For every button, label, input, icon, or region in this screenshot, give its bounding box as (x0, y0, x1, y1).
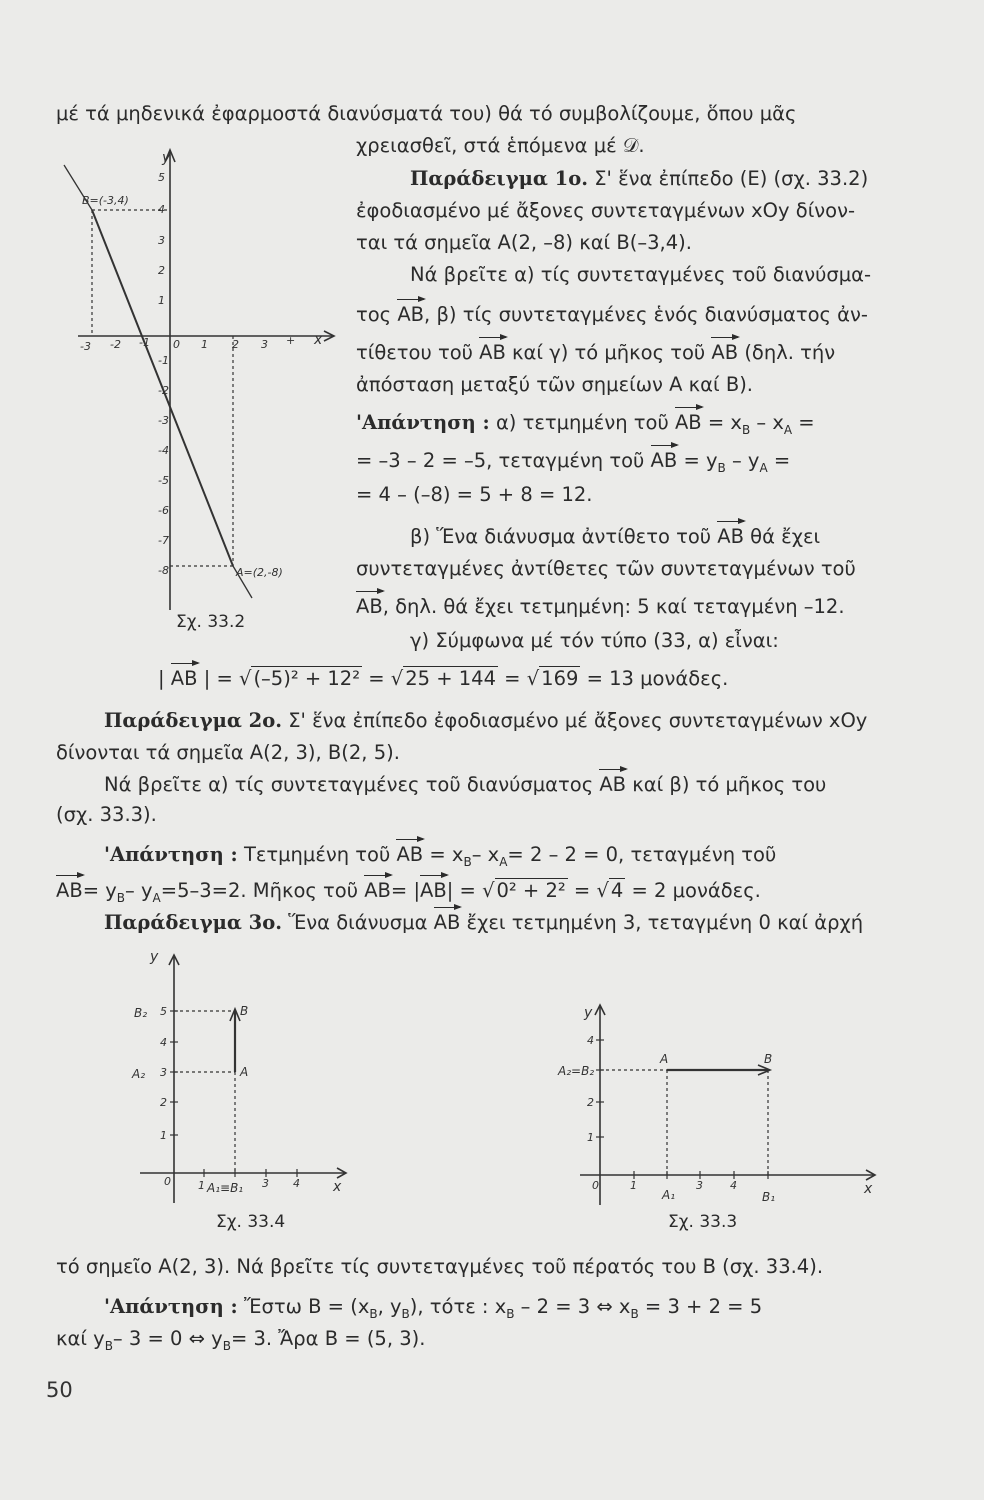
text: καί β) τό μῆκος του (632, 773, 827, 796)
text: θά ἔχει (750, 525, 821, 548)
y-tick-label: -4 (158, 444, 169, 457)
subscript: Β (630, 1306, 639, 1321)
y-tick-label: 5 (158, 171, 165, 184)
vector-ab: ΑΒ (433, 911, 461, 934)
x-tick-label: 0 (164, 1175, 171, 1188)
example-1-line-10: = 4 – (–8) = 5 + 8 = 12. (356, 483, 593, 506)
x-tick-label: 3 (261, 338, 268, 351)
text: Νά βρεῖτε α) τίς συντεταγμένες τοῦ διανύσματος (104, 773, 594, 796)
x-tick-label: 3 (262, 1177, 269, 1190)
label-a: A (660, 1052, 669, 1066)
example-1-line-7: ἀπόσταση μεταξύ τῶν σημείων Α καί Β). (356, 373, 753, 396)
radicand: 4 (610, 879, 624, 902)
text: – 2 = 3 ⇔ x (514, 1295, 631, 1318)
text: ), τότε : x (409, 1295, 507, 1318)
x-tick-label: 0 (592, 1179, 599, 1192)
text: | (158, 667, 171, 690)
text: = 3 + 2 = 5 (638, 1295, 763, 1318)
figure-33-4 (130, 945, 360, 1215)
axis-y-label: y (162, 150, 171, 166)
example-2-line-4: (σχ. 33.3). (56, 803, 157, 826)
label-a: A (240, 1065, 249, 1079)
radicand: 0² + 2² (496, 879, 566, 902)
x-tick-label: 1 (630, 1179, 637, 1192)
example-3-line-2: τό σημεῖο Α(2, 3). Νά βρεῖτε τίς συντεταγμένες τοῦ πέρατός του Β (σχ. 33.4). (56, 1255, 824, 1278)
y-tick-label: -8 (158, 564, 169, 577)
answer-label: 'Απάντηση : (104, 843, 238, 866)
label-a1: A₁ (662, 1188, 676, 1202)
x-tick-label: 1 (198, 1179, 205, 1192)
vector-ab: ΑΒ (356, 595, 383, 618)
text: = x (429, 843, 464, 866)
example-1-line-4: Νά βρεῖτε α) τίς συντεταγμένες τοῦ διανύσμα- (410, 263, 872, 286)
y-tick-label: -1 (158, 354, 169, 367)
vector-ab: ΑΒ (420, 879, 447, 902)
y-tick-label: 3 (160, 1066, 167, 1079)
intro-line-2: χρειασθεῖ, στά ἑπόμενα μέ 𝒟. (356, 134, 645, 157)
x-tick-label: 4 (293, 1177, 300, 1190)
vector-ab: ΑΒ (599, 773, 627, 796)
text: = y (683, 449, 718, 472)
example-1-line-5 (356, 302, 868, 328)
text: – y (125, 879, 153, 902)
y-tick-label: 4 (160, 1036, 167, 1049)
example-1-line-13 (356, 594, 845, 620)
text: – 3 = 0 ⇔ y (112, 1327, 223, 1350)
vector-ab: ΑΒ (364, 879, 391, 902)
subscript: Α (783, 422, 793, 437)
text: = (497, 667, 527, 690)
subscript: Β (463, 854, 472, 869)
example-1-heading-line (410, 166, 868, 192)
example-3-heading-line (104, 910, 863, 936)
y-tick-label: 2 (160, 1096, 167, 1109)
y-tick-label: -7 (158, 534, 169, 547)
example-2-answer-line (104, 842, 776, 875)
y-tick-label: -6 (158, 504, 169, 517)
vector-ab: ΑΒ (711, 341, 739, 364)
text: = 2 μονάδες. (625, 879, 761, 902)
text: ἔχει τετμημένη 3, τεταγμένη 0 καί ἀρχή (466, 911, 864, 934)
page-number: 50 (46, 1378, 73, 1402)
text: Ἔστω Β = (x (243, 1295, 370, 1318)
figure-33-2 (58, 140, 348, 620)
x-tick-label: 4 (730, 1179, 737, 1192)
axis-x-label: x (864, 1181, 873, 1197)
subscript: Α (759, 460, 768, 475)
vector-ab: ΑΒ (397, 303, 425, 326)
example-1-formula: | ΑΒ | = √ (–5)² + 12² = √ 25 + 144 = √ 169 = 13 μονάδες. (158, 667, 729, 690)
text: , y (377, 1295, 402, 1318)
text: – x (471, 843, 500, 866)
y-tick-label: -5 (158, 474, 169, 487)
subscript: Β (741, 422, 751, 437)
y-tick-label: 2 (158, 264, 165, 277)
answer-label: 'Απάντηση : (104, 1295, 238, 1318)
example-1-line-6 (356, 340, 835, 366)
example-2-heading-line (104, 708, 867, 734)
vector-ab: ΑΒ (479, 341, 506, 364)
subscript: Β (506, 1306, 515, 1321)
text: = –3 – 2 = –5, τεταγμένη τοῦ (356, 449, 645, 472)
y-tick-label: 3 (158, 234, 165, 247)
example-1-line-12: συντεταγμένες ἀντίθετες τῶν συντεταγμένων τοῦ (356, 557, 856, 580)
label-a1-b1: A₁≡B₁ (207, 1181, 244, 1195)
vector-ab: ΑΒ (170, 667, 198, 690)
x-tick-label: -2 (110, 338, 121, 351)
example-1-line-2: ἐφοδιασμένο μέ ἄξονες συντεταγμένων xOy δίνον- (356, 199, 856, 222)
y-tick-label: 4 (587, 1034, 594, 1047)
text: = y (82, 879, 117, 902)
text: = (362, 667, 391, 690)
example-2-line-3 (104, 772, 826, 798)
subscript: Β (104, 1338, 113, 1353)
subscript: Α (152, 890, 161, 905)
text: = | (390, 879, 421, 902)
example-3-answer-line (104, 1294, 762, 1327)
example-1-title: Παράδειγμα 1ο. (410, 167, 588, 190)
vector-ab: ΑΒ (650, 449, 678, 472)
text: = 13 μονάδες. (580, 667, 729, 690)
text: | = (446, 879, 483, 902)
text: α) τετμημένη τοῦ (495, 411, 669, 434)
text: , δηλ. θά ἔχει τετμημένη: 5 καί τεταγμένη –12. (382, 595, 845, 618)
text: τίθετου τοῦ (356, 341, 473, 364)
radicand: (–5)² + 12² (253, 667, 361, 690)
axis-y-label: y (584, 1005, 593, 1021)
figure-33-3-caption: Σχ. 33.3 (668, 1212, 738, 1232)
subscript: Β (401, 1306, 410, 1321)
label-b1: B₁ (762, 1190, 776, 1204)
radicand: 25 + 144 (405, 667, 496, 690)
vector-ab: ΑΒ (396, 843, 424, 866)
label-point-a: A=(2,-8) (236, 566, 283, 579)
vector-ab: ΑΒ (56, 879, 83, 902)
text: =5–3=2. Μῆκος τοῦ (160, 879, 358, 902)
answer-label: 'Απάντηση : (356, 411, 490, 434)
example-1-line-14: γ) Σύμφωνα μέ τόν τύπο (33, α) εἶναι: (410, 629, 779, 652)
axis-x-label: x (314, 332, 323, 348)
text: Τετμημένη τοῦ (243, 843, 391, 866)
y-tick-label: 5 (160, 1005, 167, 1018)
label-a2: A₂ (132, 1067, 146, 1081)
example-1-answer-line: 'Απάντηση : α) τετμημένη τοῦ $AB = x_B - x_A$ = (356, 411, 815, 437)
text: β) Ἕνα διάνυσμα ἀντίθετο τοῦ (410, 525, 712, 548)
y-tick-label: -3 (158, 414, 169, 427)
subscript: Β (116, 890, 126, 905)
axis-x-label: x (333, 1179, 342, 1195)
y-tick-label: -2 (158, 384, 169, 397)
label-a2-b2: A₂=B₂ (558, 1064, 595, 1078)
figure-33-3 (558, 995, 884, 1215)
y-tick-label: 4 (158, 203, 165, 216)
text: = (567, 879, 597, 902)
text: = 2 – 2 = 0, τεταγμένη τοῦ (507, 843, 777, 866)
x-tick-label: 3 (696, 1179, 703, 1192)
text: , β) τίς συντεταγμένες ἑνός διανύσματος ἀν- (424, 303, 868, 326)
x-tick-label: 0 (173, 338, 180, 351)
example-1-text: Σ' ἕνα ἐπίπεδο (Ε) (σχ. 33.2) (594, 167, 869, 190)
example-3-title: Παράδειγμα 3ο. (104, 911, 282, 934)
label-b: B (764, 1052, 773, 1066)
example-3-line-4 (56, 1326, 425, 1359)
text: = x (707, 411, 742, 434)
y-tick-label: 1 (160, 1129, 167, 1142)
text: | = (197, 667, 240, 690)
subscript: Β (369, 1306, 378, 1321)
vector-ab: ΑΒ (717, 525, 744, 548)
label-b: B (240, 1004, 249, 1018)
text: (δηλ. τήν (744, 341, 836, 364)
text: καί y (56, 1327, 105, 1350)
intro-line-1: μέ τά μηδενικά ἐφαρμοστά διανύσματά του) θά τό συμβολίζουμε, ὅπου μᾶς (56, 102, 797, 125)
subscript: Β (222, 1338, 231, 1353)
subscript: Β (717, 460, 726, 475)
example-2-title: Παράδειγμα 2ο. (104, 709, 282, 732)
example-2-line-2: δίνονται τά σημεῖα Α(2, 3), Β(2, 5). (56, 741, 400, 764)
y-tick-label: 1 (587, 1131, 594, 1144)
vector-ab: ΑΒ (674, 411, 702, 434)
example-1-line-11 (410, 524, 820, 550)
subscript: Α (499, 854, 508, 869)
x-tick-label: -3 (80, 340, 91, 353)
x-tick-label: 1 (201, 338, 208, 351)
label-point-b: B=(-3,4) (82, 194, 129, 207)
example-1-line-3: ται τά σημεῖα Α(2, –8) καί Β(–3,4). (356, 231, 692, 254)
y-tick-label: 1 (158, 294, 165, 307)
radicand: 169 (541, 667, 579, 690)
x-tick-label: 2 (232, 338, 239, 351)
example-1-line-9: = –3 – 2 = –5, τεταγμένη τοῦ $AB = y_B - y_A$ = (356, 449, 791, 475)
text: τος (356, 303, 392, 326)
y-tick-label: 2 (587, 1096, 594, 1109)
label-b2: B₂ (134, 1006, 148, 1020)
example-2-line-6: $AB= y_B-$ $y_A=5-3=2$. Μῆκος τοῦ ΑΒ= |ΑΒ| = √ 0² + 2² = √ 4 = 2 μονάδες. (56, 879, 761, 905)
x-tick-label: + (286, 334, 296, 347)
text: Ἕνα διάνυσμα (288, 911, 428, 934)
figure-33-4-caption: Σχ. 33.4 (216, 1212, 286, 1232)
figure-33-2-caption: Σχ. 33.2 (176, 612, 246, 632)
axis-y-label: y (150, 949, 159, 965)
text: Σ' ἕνα ἐπίπεδο ἐφοδιασμένο μέ ἄξονες συντεταγμένων xOy (288, 709, 868, 732)
text: καί γ) τό μῆκος τοῦ (512, 341, 706, 364)
x-tick-label: -1 (139, 336, 150, 349)
text: = 3. Ἄρα Β = (5, 3). (230, 1327, 426, 1350)
